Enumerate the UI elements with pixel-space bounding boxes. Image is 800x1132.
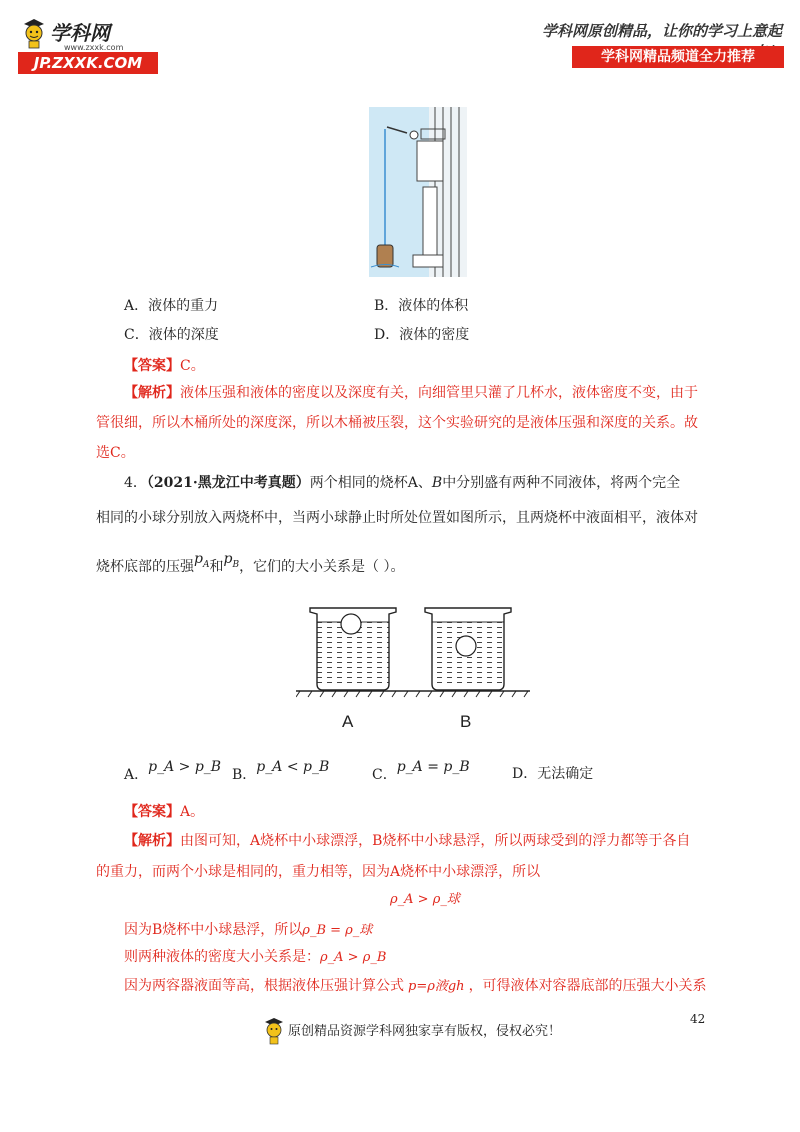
logo-small-url: www.zxxk.com <box>64 43 124 52</box>
p-letter: p <box>194 551 203 567</box>
p-sub: A <box>202 559 210 570</box>
logo-name: 学科网 <box>50 21 110 45</box>
beakers-figure <box>296 600 536 745</box>
q4-option-c[interactable] <box>372 757 470 783</box>
q4-analysis-line-5 <box>124 976 707 997</box>
q3-answer <box>124 356 205 376</box>
header-banner[interactable]: 学科网精品频道全力推荐 <box>572 46 784 68</box>
answer-value: A。 <box>180 804 205 820</box>
answer-label: 【答案】 <box>124 358 180 374</box>
q3-analysis-line-1 <box>124 383 698 403</box>
analysis-text: 液体压强和液体的密度以及深度有关，向细管里只灌了几杯水，液体密度不变，由于 <box>180 385 698 401</box>
site-badge[interactable]: JP.ZXXK.COM <box>18 52 158 74</box>
option-letter: C． <box>372 767 397 783</box>
p-letter: p <box>223 551 233 567</box>
question-source: （2021·黑龙江中考真题） <box>146 475 310 491</box>
q3-option-c[interactable]: C．液体的深度 <box>124 327 219 343</box>
q4-stem-line-3 <box>96 551 405 583</box>
q3-option-d[interactable]: D．液体的密度 <box>374 327 470 343</box>
answer-value: C。 <box>180 358 205 374</box>
q4-option-d[interactable] <box>512 764 593 784</box>
q4-analysis-line-1 <box>124 831 690 851</box>
option-letter: D． <box>512 766 538 782</box>
q4-analysis-line-2: 的重力，而两个小球是相同的，重力相等，因为A烧杯中小球漂浮，所以 <box>96 864 541 880</box>
formula-2: ρ_B = ρ_球 <box>302 923 373 938</box>
q4-stem-line-1 <box>124 473 680 493</box>
page-number: 42 <box>690 1012 706 1026</box>
analysis-text: 则两种液体的密度大小关系是： <box>124 949 320 965</box>
stem-text: ，它们的大小关系是（ ）。 <box>239 559 405 575</box>
pA-symbol <box>194 551 210 570</box>
option-text: 无法确定 <box>537 766 594 782</box>
analysis-label: 【解析】 <box>124 833 180 849</box>
header-slogan: 学科网原创精品，让你的学习上意起 <box>541 22 782 40</box>
formula-3: ρ_A > ρ_B <box>320 950 387 965</box>
option-expr: p_A > p_B <box>148 759 222 775</box>
header-logo <box>18 14 168 74</box>
q4-option-b[interactable] <box>232 757 330 783</box>
footer-copyright: 原创精品资源学科网独家享有版权，侵权必究！ <box>288 1024 562 1039</box>
and-text: 和 <box>209 559 224 575</box>
option-expr: p_A < p_B <box>256 759 330 775</box>
beaker-b <box>425 608 511 690</box>
analysis-label: 【解析】 <box>124 385 180 401</box>
analysis-text: ，可得液体对容器底部的压强大小关系 <box>468 978 707 994</box>
analysis-text: 由图可知，A烧杯中小球漂浮，B烧杯中小球悬浮，所以两球受到的浮力都等于各自 <box>180 833 691 849</box>
option-expr: p_A = p_B <box>396 759 470 775</box>
option-letter: B． <box>232 767 257 783</box>
mascot-icon <box>263 1016 285 1046</box>
q3-option-b[interactable]: B．液体的体积 <box>374 298 469 314</box>
analysis-text: 因为两容器液面等高，根据液体压强计算公式 <box>124 978 404 994</box>
q3-analysis-line-2: 管很细，所以木桶所处的深度深，所以木桶被压裂，这个实验研究的是液体压强和深度的关系。故 <box>96 415 698 431</box>
stem-text: 两个相同的烧杯A、 <box>309 475 432 491</box>
q3-analysis-line-3: 选C。 <box>96 445 135 461</box>
beaker-a <box>310 608 396 690</box>
stem-text: 烧杯底部的压强 <box>96 559 194 575</box>
q4-answer <box>124 802 204 822</box>
stem-text: 中分别盛有两种不同液体，将两个完全 <box>442 475 681 491</box>
q4-stem-line-2: 相同的小球分别放入两烧杯中，当两小球静止时所处位置如图所示，且两烧杯中液面相平，液体对 <box>96 510 698 526</box>
pB-symbol <box>223 551 240 570</box>
q3-option-a[interactable]: A．液体的重力 <box>124 298 219 314</box>
formula-4: p=ρ液gh <box>408 979 465 994</box>
q4-analysis-line-3 <box>124 920 372 941</box>
stem-b: B <box>431 475 443 491</box>
option-letter: A． <box>124 767 149 783</box>
figure-label-b: B <box>460 712 472 731</box>
answer-label: 【答案】 <box>124 804 180 820</box>
q4-analysis-line-4 <box>124 947 386 968</box>
analysis-text: 因为B烧杯中小球悬浮，所以 <box>124 922 303 938</box>
barrel-experiment-figure <box>369 107 467 277</box>
mascot-icon <box>20 16 48 50</box>
figure-label-a: A <box>342 712 354 731</box>
formula-1: ρ_A > ρ_球 <box>390 892 460 907</box>
p-sub: B <box>232 559 240 570</box>
q4-option-a[interactable] <box>124 757 222 783</box>
question-number: 4． <box>124 475 147 491</box>
